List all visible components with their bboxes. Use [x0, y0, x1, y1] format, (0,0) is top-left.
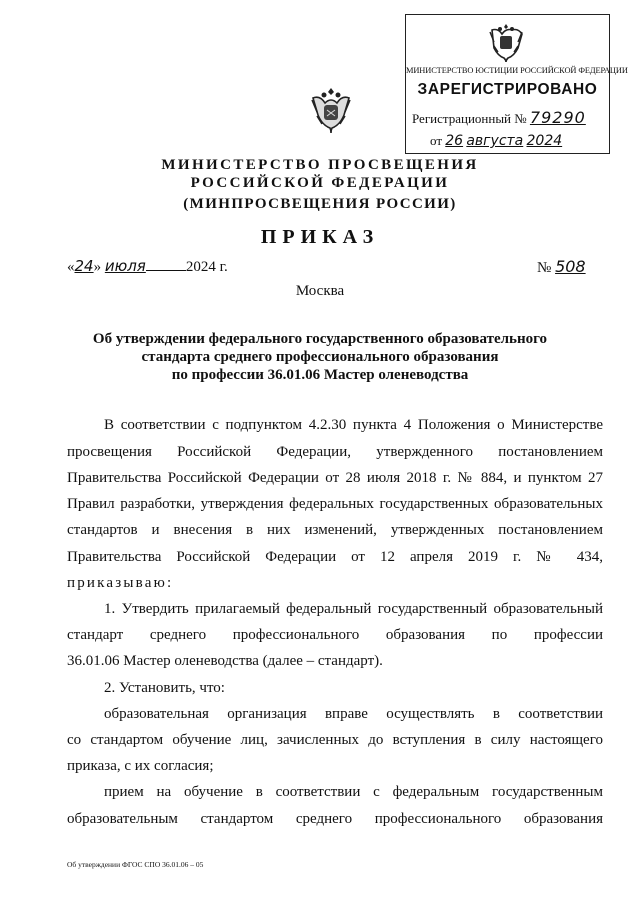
order-number: [537, 257, 586, 277]
body-line: 36.01.06 Мастер оленеводства (далее – стандарт).: [67, 653, 383, 669]
order-date: [67, 257, 228, 276]
subject-line: стандарта среднего профессионального образования: [141, 349, 499, 365]
stamp-date-day: 26: [445, 133, 464, 149]
body-line: 1. Утвердить прилагаемый федеральный государственный образовательный: [104, 601, 603, 617]
body-line: приказа, с их согласия;: [67, 758, 214, 774]
body-line: просвещения Российской Федерации, утвержденного постановлением: [67, 444, 603, 460]
body-line: Правил разработки, утверждения федеральных государственных образовательных: [67, 496, 603, 512]
body-line: Правительства Российской Федерации от 12 апреля 2019 г. № 434,: [67, 549, 603, 565]
registration-stamp: [405, 14, 628, 154]
body-line: со стандартом обучение лиц, зачисленных до вступления в силу настоящего: [67, 732, 603, 748]
body-line: прием на обучение в соответствии с федеральным государственным: [104, 784, 603, 800]
order-date-year: 2024 г.: [185, 259, 228, 275]
stamp-date-prefix: от: [430, 133, 443, 148]
body-line: 2. Установить, что:: [104, 680, 225, 696]
order-date-month: июля: [104, 257, 146, 275]
date-open-quote: «: [67, 259, 75, 275]
stamp-reg-number: 79290: [529, 108, 586, 127]
page-footer: Об утверждении ФГОС СПО 36.01.06 – 05: [67, 860, 204, 869]
ministry-name-line2: РОССИЙСКОЙ ФЕДЕРАЦИИ: [190, 175, 450, 191]
coat-of-arms-icon: [309, 86, 353, 136]
body-line: образовательная организация вправе осуществлять в соответствии: [104, 706, 603, 722]
stamp-reg-label: Регистрационный №: [412, 111, 527, 126]
stamp-registered-label: ЗАРЕГИСТРИРОВАНО: [417, 81, 598, 98]
coat-of-arms-icon: [484, 20, 528, 64]
body-line: В соответствии с подпунктом 4.2.30 пункта 4 Положения о Министерстве: [104, 417, 603, 433]
stamp-date-month: августа: [466, 133, 524, 149]
order-date-day: 24: [74, 257, 94, 275]
body-line: Правительства Российской Федерации от 28 июля 2018 г. № 884, и пунктом 27: [67, 470, 603, 486]
stamp-date-line: [430, 133, 562, 149]
ministry-name-line1: МИНИСТЕРСТВО ПРОСВЕЩЕНИЯ: [161, 157, 479, 173]
order-title: ПРИКАЗ: [260, 226, 380, 248]
date-close-quote: »: [93, 259, 102, 275]
body-line: стандарт среднего профессионального образования по профессии: [67, 627, 603, 643]
body-line: образовательным стандартом среднего профессионального образования: [67, 811, 603, 827]
stamp-ministry-name: МИНИСТЕРСТВО ЮСТИЦИИ РОССИЙСКОЙ ФЕДЕРАЦИИ: [406, 66, 628, 75]
stamp-date-year: 2024: [526, 133, 563, 149]
body-line: стандартов и внесения в них изменений, утвержденных постановлением: [67, 522, 603, 538]
order-number-value: 508: [555, 257, 586, 276]
order-number-label: №: [537, 260, 552, 276]
body-line: приказываю:: [67, 575, 174, 591]
order-subject: [0, 330, 640, 384]
date-underline: [146, 257, 186, 271]
subject-line: Об утверждении федерального государственного образовательного: [92, 331, 548, 347]
order-city: Москва: [295, 283, 345, 299]
stamp-registration-line: [412, 108, 586, 127]
subject-line: по профессии 36.01.06 Мастер оленеводства: [171, 367, 469, 383]
ministry-short-name: (МИНПРОСВЕЩЕНИЯ РОССИИ): [183, 196, 457, 212]
